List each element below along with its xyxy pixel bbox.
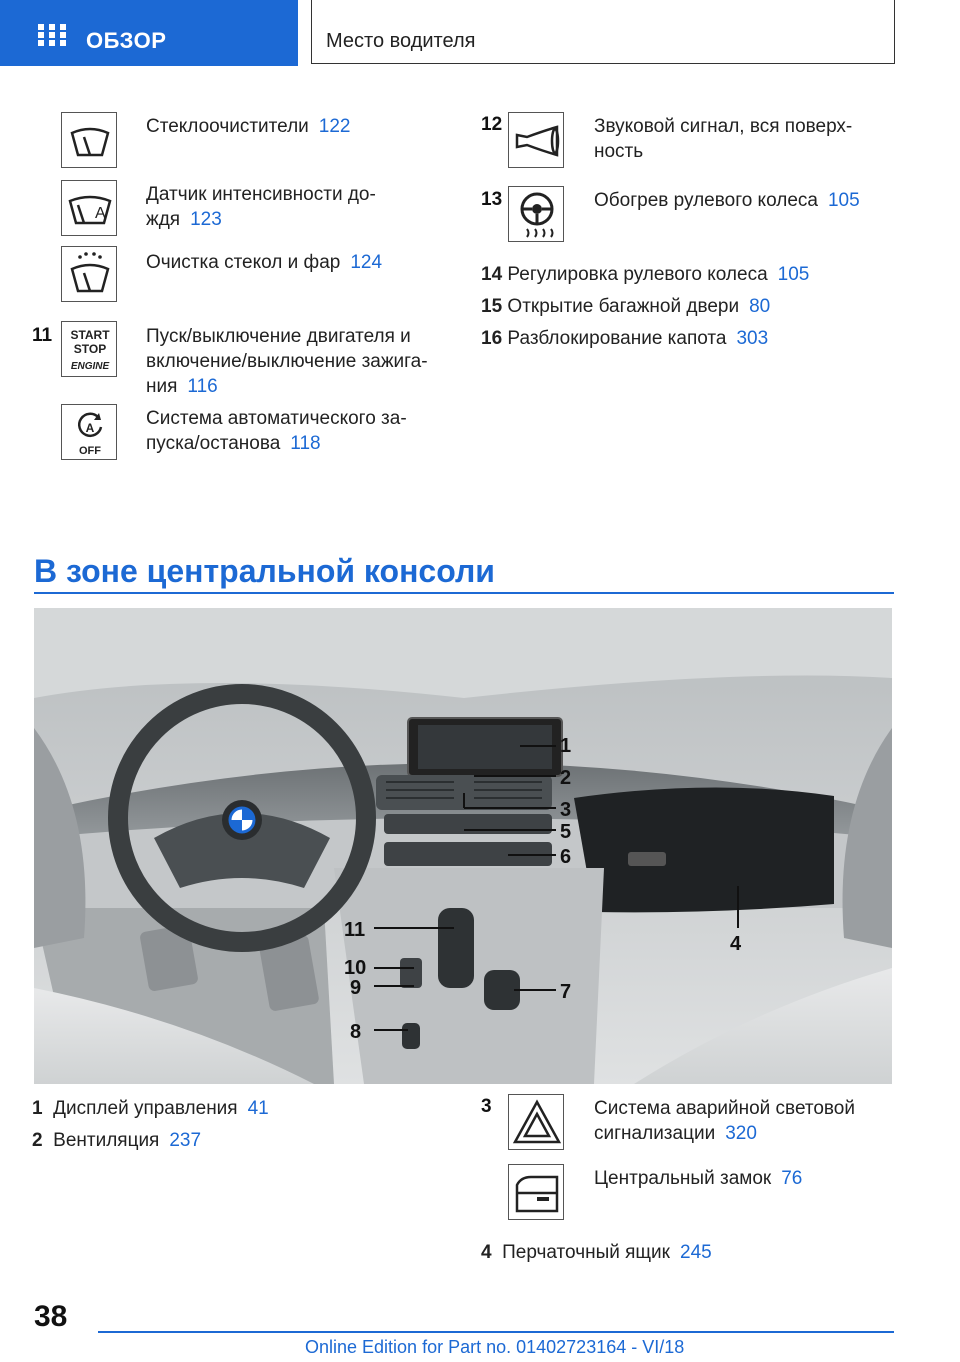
callout-label: 6 — [560, 846, 572, 868]
icon-label: A — [85, 421, 95, 435]
icon-label: START — [70, 328, 110, 342]
footer-text: Online Edition for Part no. 01402723164 - VI/18 — [305, 1337, 685, 1357]
icon-label: OFF — [79, 445, 101, 457]
list-item: Звуковой сигнал, вся поверх- ность — [594, 116, 853, 162]
icon-label: ENGINE — [70, 361, 110, 372]
grid-menu-icon — [38, 24, 66, 46]
heading-rule — [34, 592, 894, 594]
wiper-icon — [61, 112, 117, 168]
callout-label: 4 — [730, 933, 742, 955]
list-item: Центральный замок 76 — [594, 1168, 803, 1189]
hazard-warning-icon — [508, 1094, 564, 1150]
list-item: Система аварийной световой сигнализации 320 — [594, 1098, 855, 1144]
list-item: Система автоматического за- пуска/останова 118 — [146, 408, 407, 454]
list-item: 2 Вентиляция 237 — [32, 1130, 202, 1151]
section-heading: В зоне центральной консоли — [34, 553, 495, 589]
washer-icon — [61, 246, 117, 302]
item-number: 11 — [32, 325, 53, 346]
heated-steering-wheel-icon — [508, 186, 564, 242]
item-number: 13 — [481, 189, 503, 210]
callout-label: 8 — [350, 1021, 362, 1043]
footer-rule — [98, 1331, 894, 1333]
callout-label: 5 — [560, 821, 572, 843]
central-lock-icon — [508, 1164, 564, 1220]
section-tab[interactable] — [0, 0, 298, 66]
item-number: 12 — [481, 114, 503, 135]
callout-label: 1 — [560, 735, 572, 757]
chapter-header — [311, 0, 895, 64]
list-item: 14 Регулировка рулевого колеса 105 — [481, 264, 810, 285]
list-item: Стеклоочистители 122 — [146, 116, 351, 137]
list-item: Очистка стекол и фар 124 — [146, 252, 383, 273]
list-item: 16 Разблокирование капота 303 — [481, 328, 769, 349]
callout-label: 11 — [344, 919, 366, 941]
auto-start-stop-off-icon — [61, 404, 117, 460]
list-item: 15 Открытие багажной двери 80 — [481, 296, 771, 317]
start-stop-icon — [61, 321, 117, 377]
page-number: 38 — [34, 1300, 68, 1333]
horn-icon — [508, 112, 564, 168]
rain-sensor-icon — [61, 180, 117, 236]
center-console-photo — [34, 608, 892, 1084]
list-item: 4 Перчаточный ящик 245 — [481, 1242, 712, 1263]
section-label: ОБЗОР — [86, 28, 167, 53]
item-number: 3 — [481, 1096, 492, 1117]
chapter-title: Место водителя — [326, 30, 476, 52]
list-item: Обогрев рулевого колеса 105 — [594, 190, 860, 211]
icon-label: STOP — [73, 342, 107, 356]
callout-label: 9 — [350, 977, 362, 999]
callout-label: 10 — [344, 957, 367, 979]
callout-label: 7 — [560, 981, 572, 1003]
svg-text:A: A — [95, 205, 106, 222]
callout-label: 3 — [560, 799, 572, 821]
list-item: 1 Дисплей управления 41 — [32, 1098, 269, 1119]
list-item: Датчик интенсивности до- ждя 123 — [146, 184, 376, 230]
list-item: Пуск/выключение двигателя и включение/выключение зажига- ния 116 — [146, 326, 428, 397]
callout-label: 2 — [560, 767, 572, 789]
